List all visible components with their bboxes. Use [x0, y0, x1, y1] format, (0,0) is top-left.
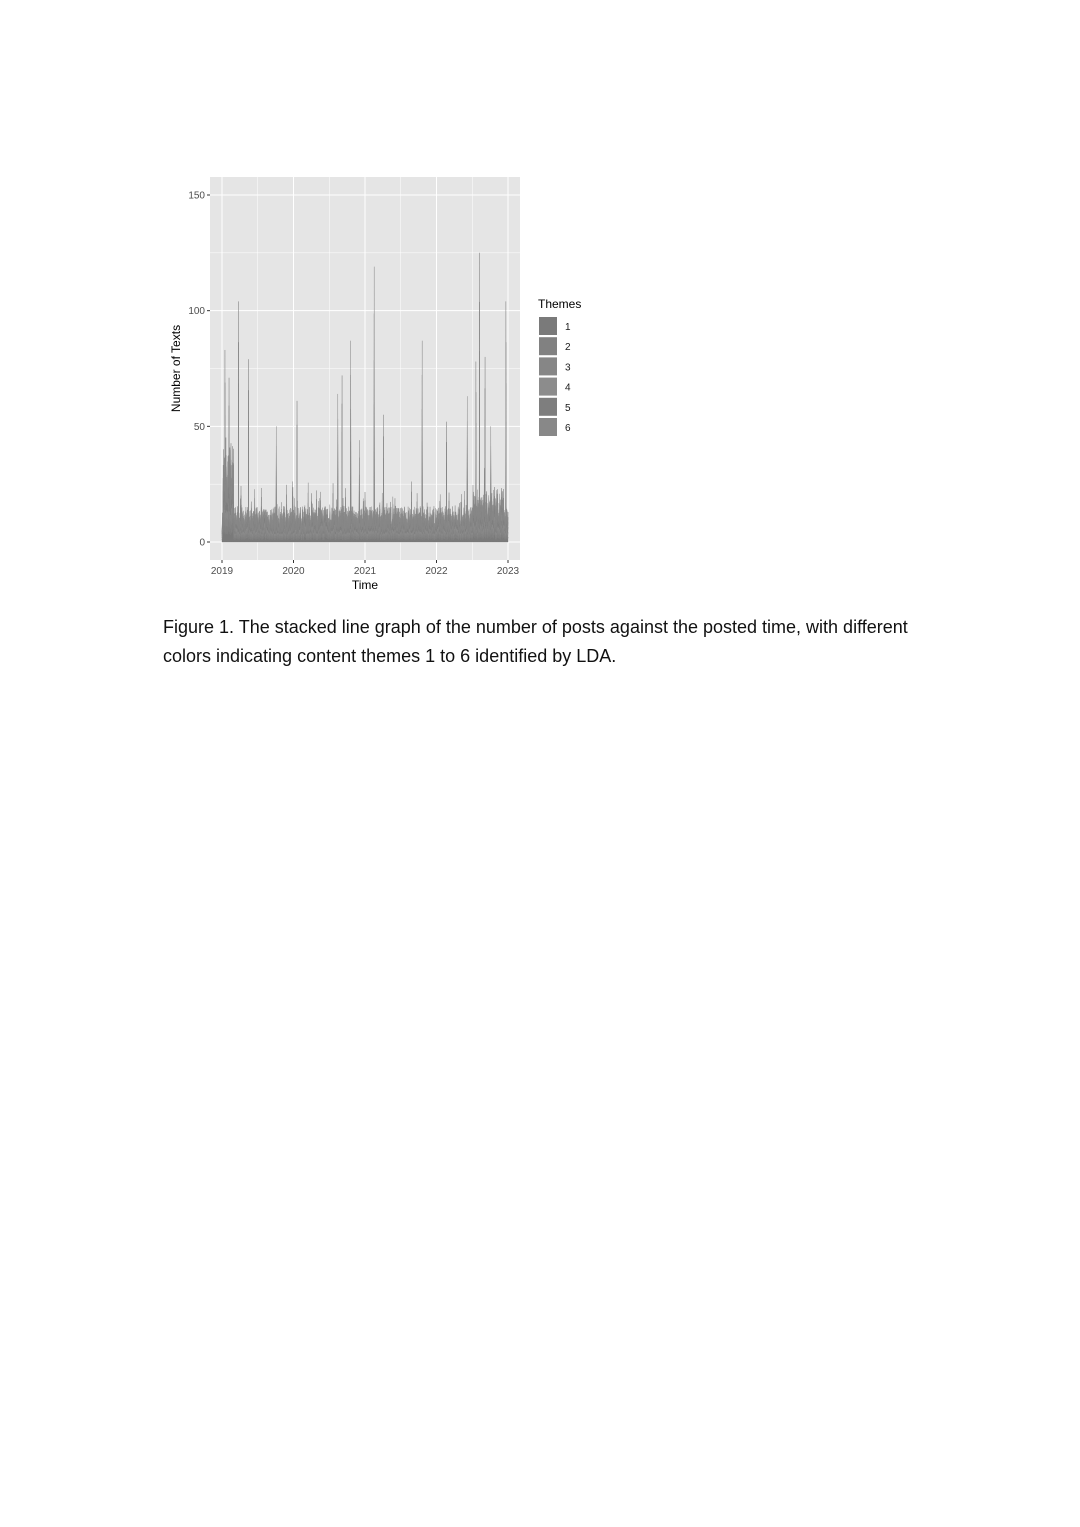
- x-axis-title: Time: [351, 578, 379, 592]
- legend-key-theme-6: [539, 418, 557, 436]
- legend-label: 3: [565, 362, 571, 374]
- stacked-area-chart: [160, 170, 600, 600]
- figure-caption: Figure 1. The stacked line graph of the number of posts against the posted time, with different colors indicating content themes 1 to 6 identified by LDA.: [163, 617, 908, 666]
- legend-key-theme-4: [539, 378, 557, 396]
- x-tick-label: 2020: [282, 566, 305, 577]
- x-tick-label: 2023: [496, 566, 520, 577]
- legend-label: 2: [565, 342, 571, 354]
- y-tick-label: 100: [188, 306, 205, 318]
- legend-key-theme-2: [539, 337, 557, 355]
- legend-label: 5: [565, 402, 571, 414]
- legend-label: 4: [565, 382, 571, 394]
- legend-key-theme-1: [539, 317, 557, 335]
- legend-title: Themes: [538, 297, 582, 311]
- y-tick-label: 150: [188, 190, 205, 202]
- y-tick-label: 0: [199, 537, 205, 549]
- legend-key-theme-3: [539, 357, 557, 375]
- x-tick-label: 2021: [353, 566, 377, 577]
- y-tick-label: 50: [193, 421, 205, 433]
- legend-key-theme-5: [539, 398, 557, 416]
- x-tick-label: 2022: [425, 566, 448, 577]
- legend-label: 6: [565, 423, 571, 434]
- figure: [160, 170, 600, 600]
- x-tick-label: 2019: [210, 566, 234, 577]
- y-axis-title: Number of Texts: [169, 324, 183, 413]
- legend-label: 1: [565, 322, 571, 333]
